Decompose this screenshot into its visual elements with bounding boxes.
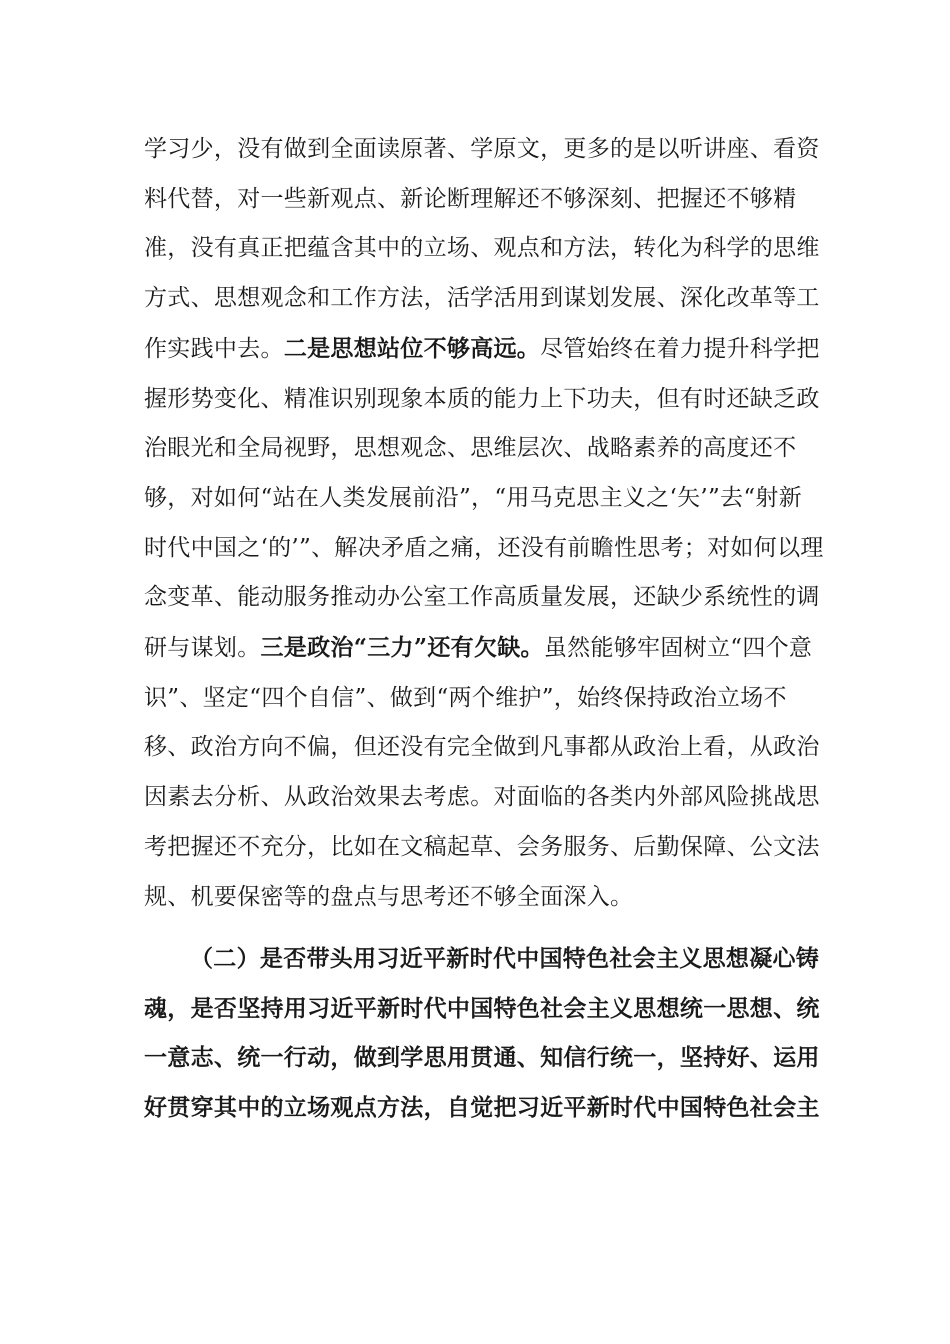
point-three-heading: 三是政治“三力”还有欠缺。 (260, 634, 544, 662)
section-two-heading-paragraph: （二）是否带头用习近平新时代中国特色社会主义思想凝心铸魂，是否坚持用习近平新时代中国特色社会主义思想统一思想、统一意志、统一行动，做到学思用贯通、知信行统一，坚持好、运用好贯穿其中的立场观点方法，自觉把习近平新时代中国特色社会主 (144, 945, 820, 1122)
body-paragraph-1 (144, 125, 824, 922)
point-three-text: 虽然能够牢固树立“四个意识”、坚定“四个自信”、做到“两个维护”，始终保持政治立场不移、政治方向不偏，但还没有完全做到凡事都从政治上看，从政治因素去分析、从政治效果去考虑。对面临的各类内外部风险挑战思考把握还不充分，比如在文稿起草、会务服务、后勤保障、公文法规、机要保密等的盘点与思考还不够全面深入。 (144, 635, 820, 910)
paragraph-1-text: 学习少，没有做到全面读原著、学原文，更多的是以听讲座、看资料代替，对一些新观点、新论断理解还不够深刻、把握还不够精准，没有真正把蕴含其中的立场、观点和方法，转化为科学的思维方式、思想观念和工作方法，活学活用到谋划发展、深化改革等工作实践中去。 (144, 136, 820, 362)
point-two-text: 尽管始终在着力提升科学把握形势变化、精准识别现象本质的能力上下功夫，但有时还缺乏政治眼光和全局视野，思想观念、思维层次、战略素养的高度还不够，对如何“站在人类发展前沿”，“用马克思主义之‘矢’”去“射新时代中国之‘的’”、解决矛盾之痛，还没有前瞻性思考；对如何以理念变革、能动服务推动办公室工作高质量发展，还缺少系统性的调研与谋划。 (144, 335, 824, 662)
point-two-heading: 二是思想站位不够高远。 (283, 334, 541, 362)
